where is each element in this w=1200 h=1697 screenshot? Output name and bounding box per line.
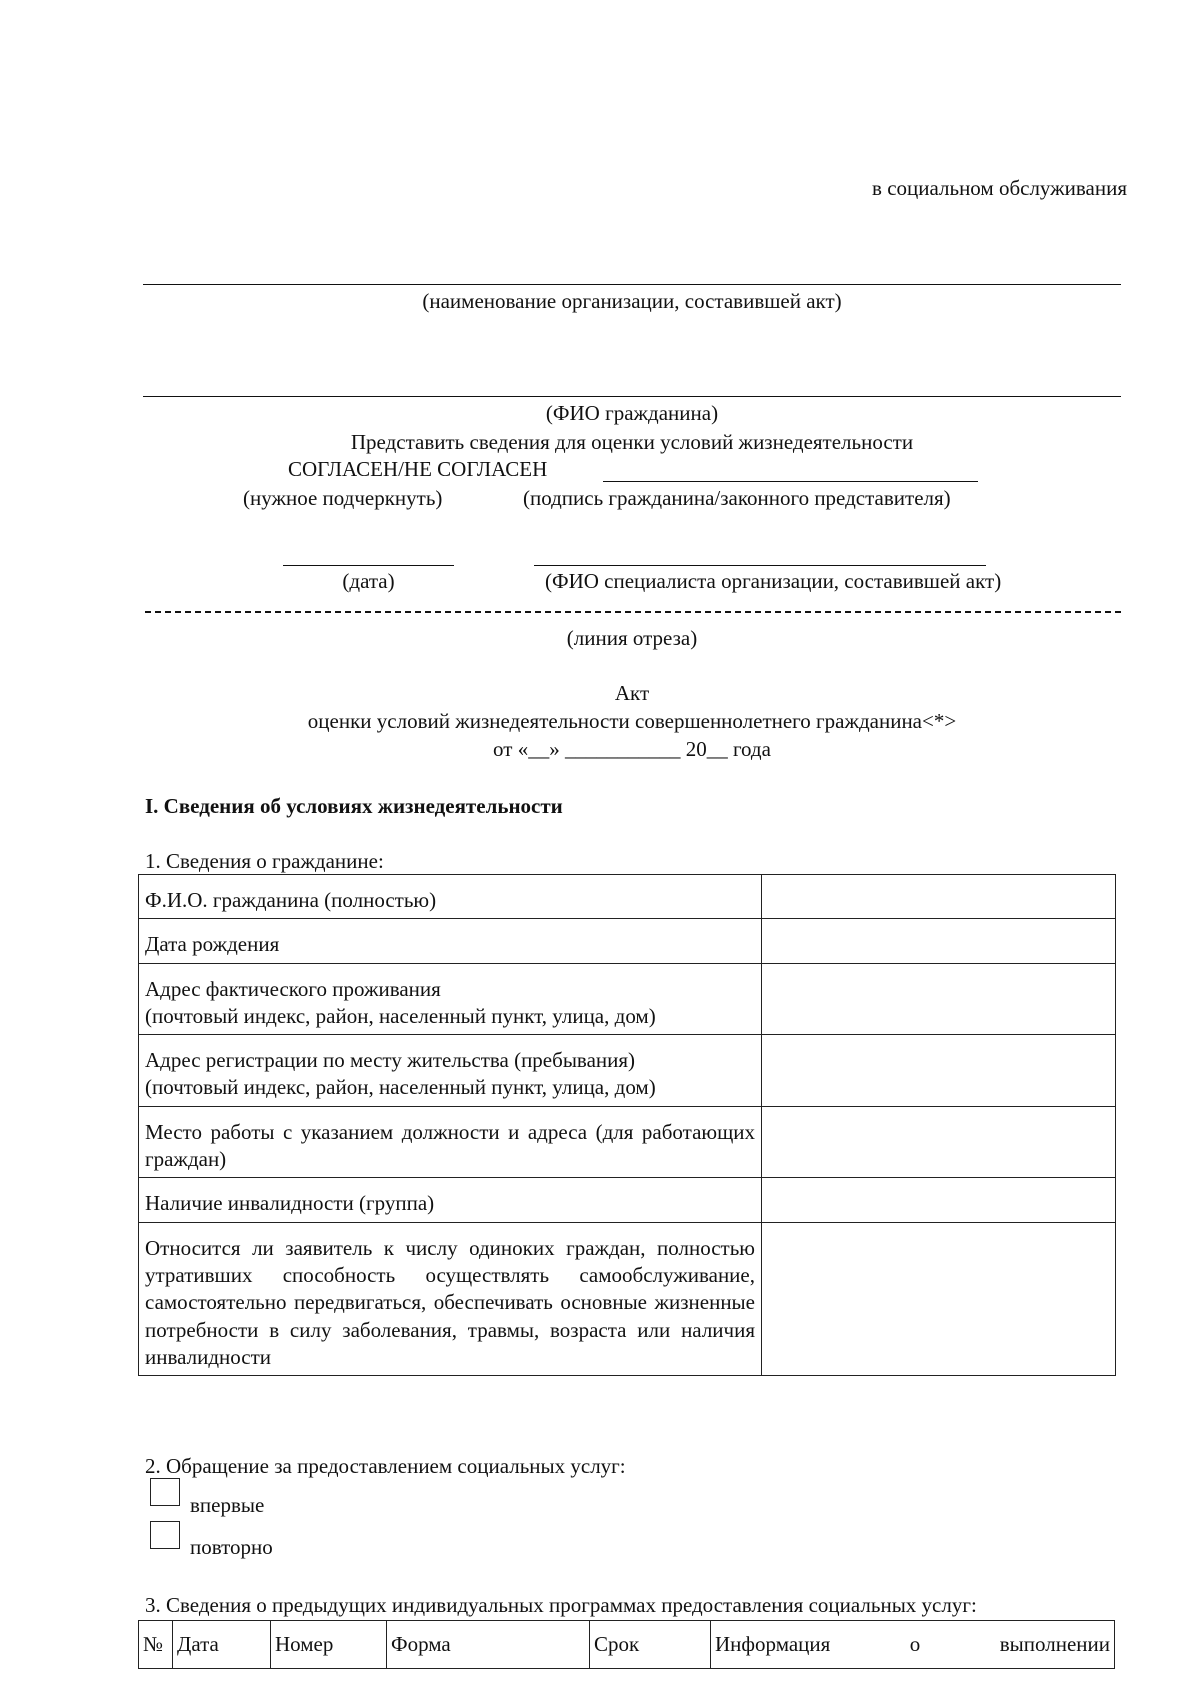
cut-line-caption: (линия отреза) bbox=[566, 626, 698, 650]
row-value-cell[interactable] bbox=[762, 1035, 1116, 1107]
consent-request-text: Представить сведения для оценки условий жизнедеятельности bbox=[350, 430, 914, 454]
underline-hint: (нужное подчеркнуть) bbox=[243, 486, 443, 510]
column-header-form: Форма bbox=[387, 1621, 590, 1669]
row-value-cell[interactable] bbox=[762, 963, 1116, 1035]
previous-programs-title: 3. Сведения о предыдущих индивидуальных программах предоставления социальных услуг: bbox=[145, 1593, 977, 1617]
row-label bbox=[139, 1035, 762, 1107]
cut-line bbox=[145, 611, 1121, 613]
request-type-title: 2. Обращение за предоставлением социальных услуг: bbox=[145, 1454, 626, 1478]
row-label-line: (почтовый индекс, район, населенный пункт, улица, дом) bbox=[145, 1003, 656, 1028]
recipient-header: в социальном обслуживания bbox=[872, 176, 1127, 200]
org-name-line[interactable] bbox=[143, 284, 1121, 285]
date-caption: (дата) bbox=[342, 569, 395, 593]
row-label: Дата рождения bbox=[139, 919, 762, 963]
column-header-date: Дата bbox=[173, 1621, 271, 1669]
row-value-cell[interactable] bbox=[762, 1222, 1116, 1375]
repeat-checkbox[interactable] bbox=[150, 1521, 180, 1549]
date-signoff-line[interactable] bbox=[283, 565, 454, 566]
specialist-fio-line[interactable] bbox=[534, 565, 986, 566]
row-label: Наличие инвалидности (группа) bbox=[139, 1178, 762, 1222]
column-header-id: Номер bbox=[271, 1621, 387, 1669]
row-value-cell[interactable] bbox=[762, 1106, 1116, 1178]
table-row bbox=[139, 1106, 1116, 1178]
row-value-cell[interactable] bbox=[762, 875, 1116, 919]
table-row bbox=[139, 1178, 1116, 1222]
repeat-label: повторно bbox=[190, 1535, 273, 1559]
row-label bbox=[139, 963, 762, 1035]
citizen-info-table bbox=[138, 874, 1116, 1376]
table-row bbox=[139, 963, 1116, 1035]
act-subtitle: оценки условий жизнедеятельности совершеннолетнего гражданина<*> bbox=[307, 709, 957, 733]
row-label: Относится ли заявитель к числу одиноких граждан, полностью утративших способность осуществлять самообслуживание, самостоятельно передвигаться, обеспечивать основные жизненные потребности в силу заболевания, травмы, возраста или наличия инвалидности bbox=[139, 1222, 762, 1375]
row-label-line: (почтовый индекс, район, населенный пункт, улица, дом) bbox=[145, 1075, 656, 1100]
column-header-number: № bbox=[139, 1621, 173, 1669]
section-heading: I. Сведения об условиях жизнедеятельности bbox=[145, 794, 563, 818]
row-value-cell[interactable] bbox=[762, 919, 1116, 963]
column-header-completion-info: Информация о выполнении bbox=[711, 1621, 1115, 1669]
table-row bbox=[139, 1035, 1116, 1107]
act-title: Акт bbox=[614, 681, 650, 705]
first-time-checkbox[interactable] bbox=[150, 1478, 180, 1506]
citizen-info-title: 1. Сведения о гражданине: bbox=[145, 849, 384, 873]
org-name-caption: (наименование организации, составившей акт) bbox=[422, 289, 842, 313]
signature-hint: (подпись гражданина/законного представителя) bbox=[523, 486, 951, 510]
table-row bbox=[139, 1222, 1116, 1375]
consent-options[interactable]: СОГЛАСЕН/НЕ СОГЛАСЕН bbox=[288, 457, 548, 481]
row-label: Место работы с указанием должности и адреса (для работающих граждан) bbox=[139, 1106, 762, 1178]
previous-programs-table bbox=[138, 1620, 1115, 1669]
first-time-label: впервые bbox=[190, 1493, 265, 1517]
row-label: Ф.И.О. гражданина (полностью) bbox=[139, 875, 762, 919]
consent-signature-line[interactable] bbox=[603, 481, 978, 482]
table-header-row bbox=[139, 1621, 1115, 1669]
table-row bbox=[139, 875, 1116, 919]
citizen-fio-line[interactable] bbox=[143, 396, 1121, 397]
row-value-cell[interactable] bbox=[762, 1178, 1116, 1222]
row-label-line: Адрес фактического проживания bbox=[145, 976, 441, 1001]
table-row bbox=[139, 919, 1116, 963]
specialist-fio-caption: (ФИО специалиста организации, составившей акт) bbox=[545, 569, 1002, 593]
citizen-fio-caption: (ФИО гражданина) bbox=[545, 401, 719, 425]
act-date-line[interactable]: от «__» ___________ 20__ года bbox=[493, 737, 771, 761]
row-label-line: Адрес регистрации по месту жительства (пребывания) bbox=[145, 1048, 636, 1073]
column-header-term: Срок bbox=[590, 1621, 711, 1669]
